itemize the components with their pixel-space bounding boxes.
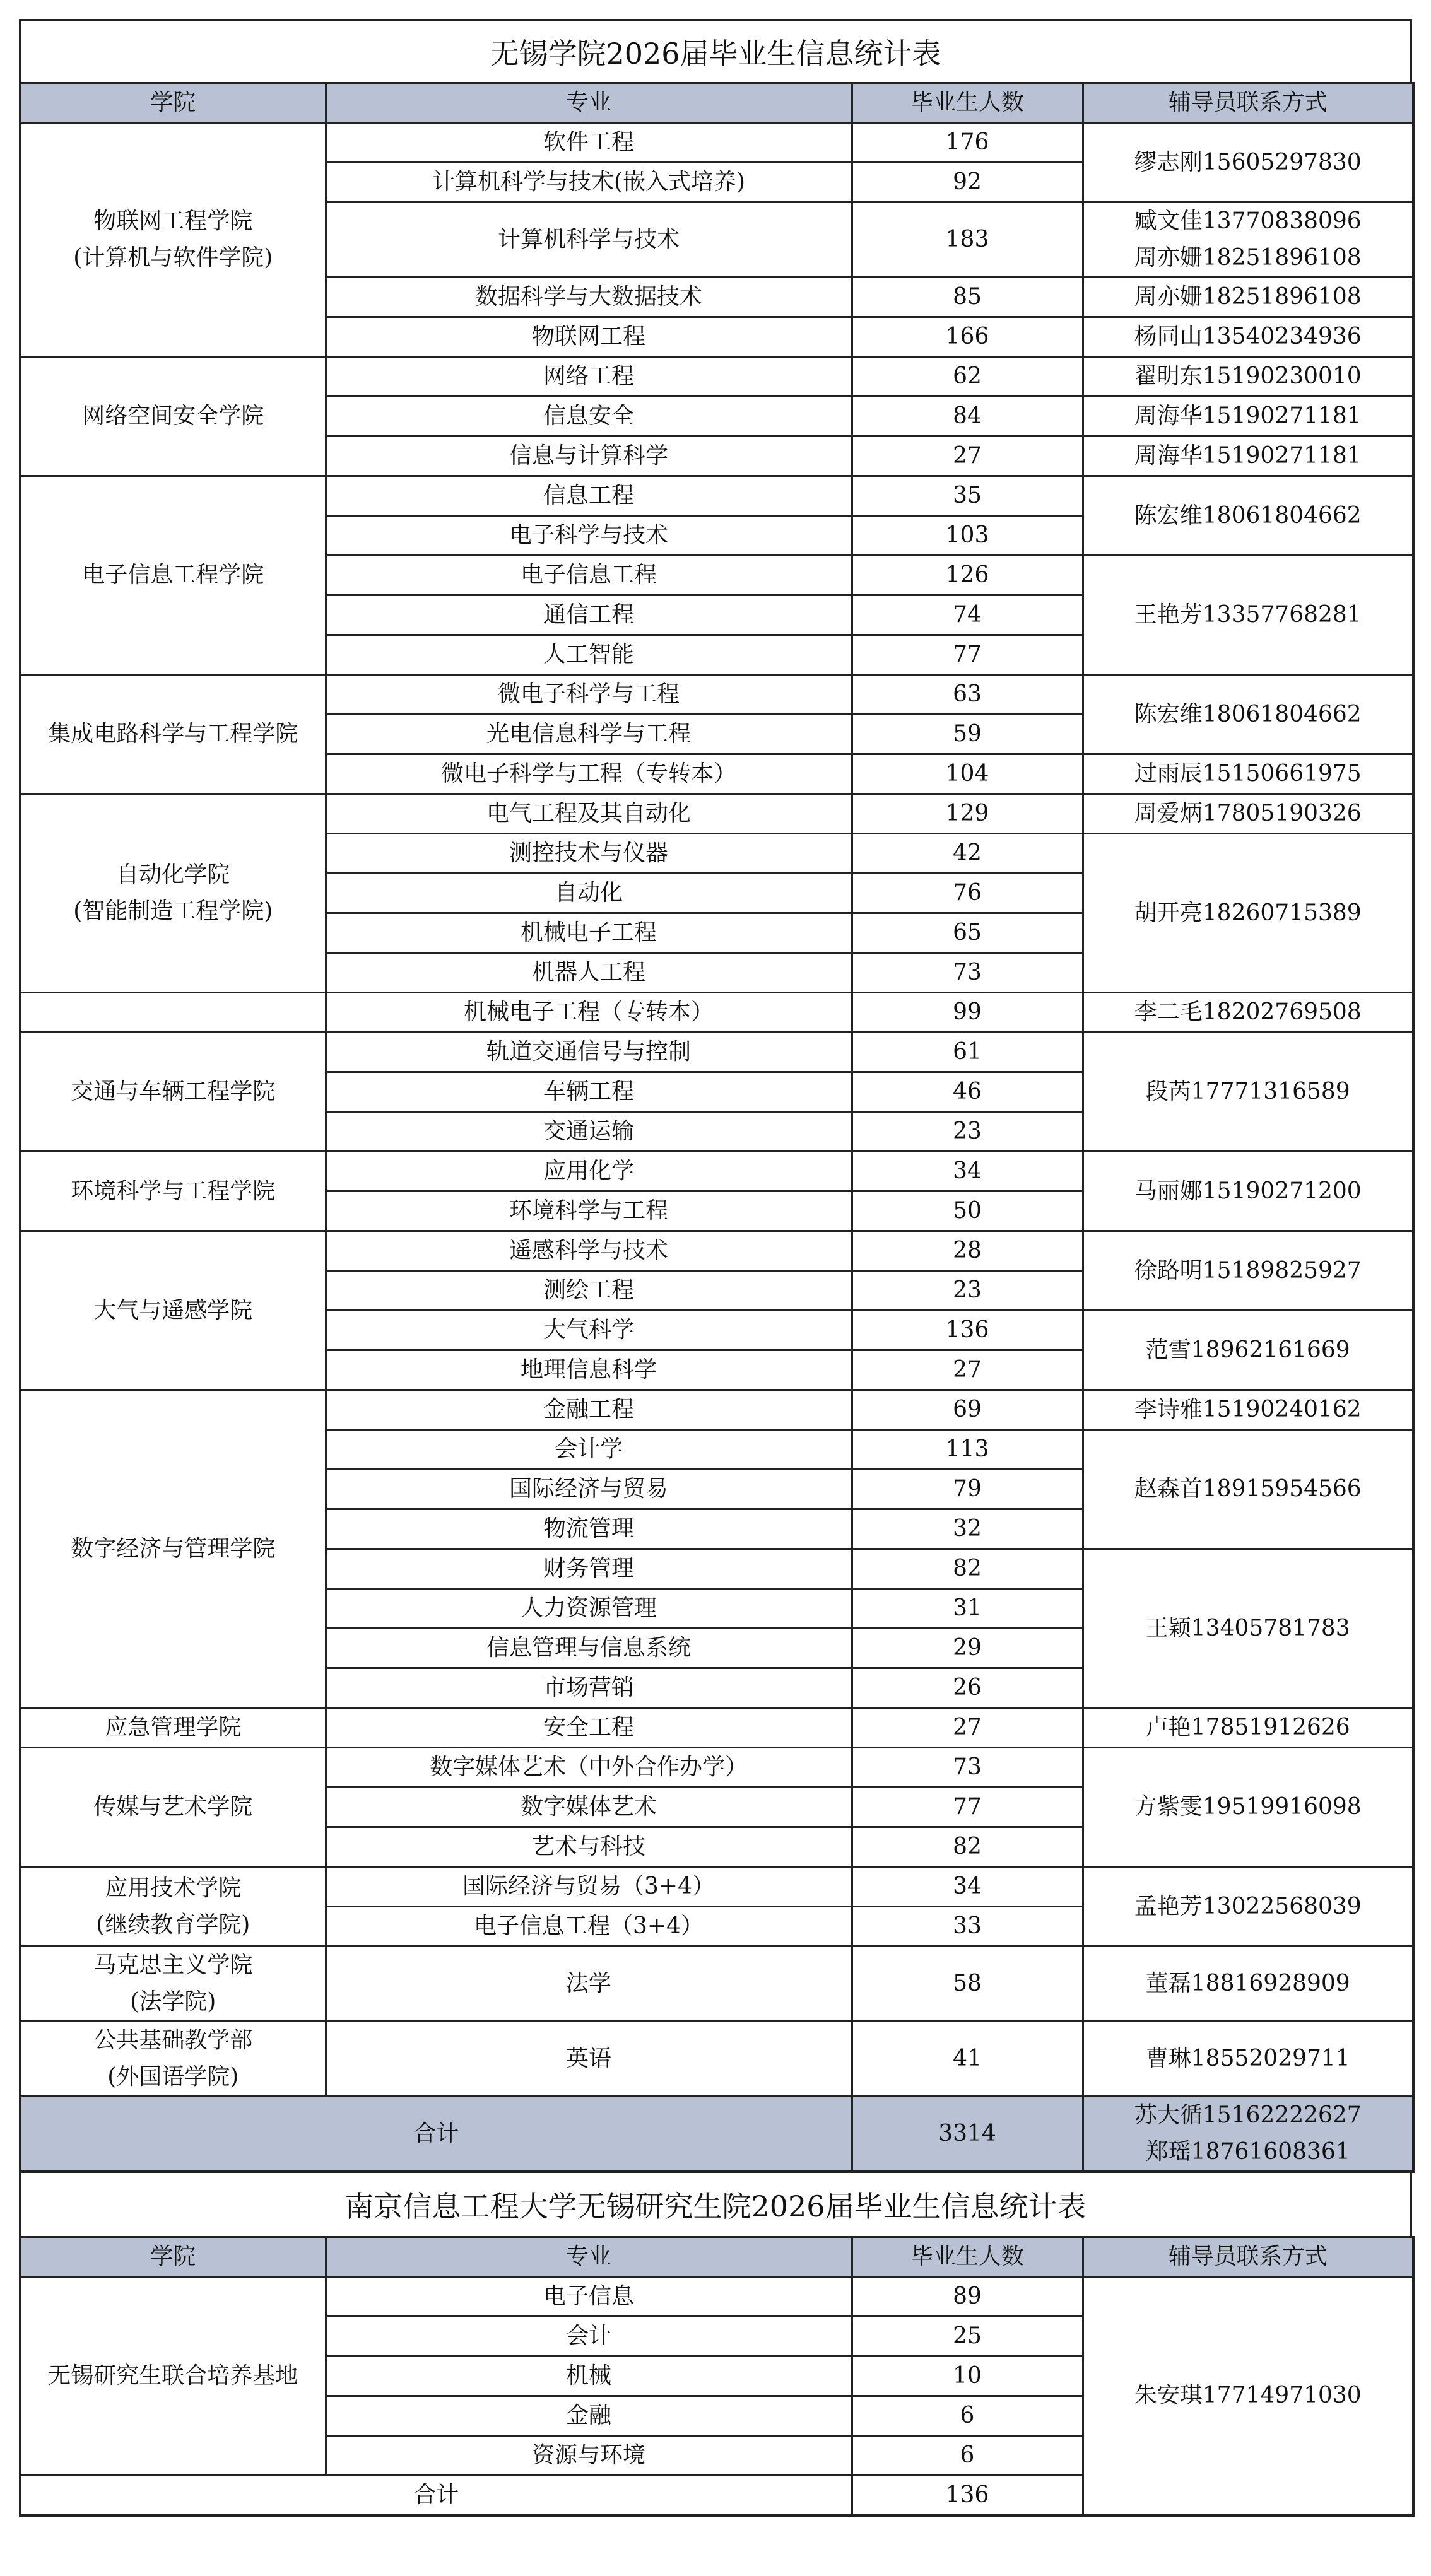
major-cell: 信息与计算科学 <box>326 436 852 476</box>
count-cell: 176 <box>852 123 1083 163</box>
major-cell: 财务管理 <box>326 1549 852 1589</box>
major-cell: 金融工程 <box>326 1390 852 1430</box>
counselor-contact-cell <box>1083 357 1413 397</box>
major-cell: 环境科学与工程 <box>326 1191 852 1231</box>
counselor-contact-line: 周亦姗18251896108 <box>1134 284 1362 310</box>
count-cell: 166 <box>852 317 1083 357</box>
total-count: 136 <box>852 2476 1083 2515</box>
table-row <box>20 675 1413 715</box>
counselor-contact-cell <box>1083 993 1413 1033</box>
counselor-contact-cell <box>1083 2022 1413 2097</box>
total-label: 合计 <box>20 2476 852 2515</box>
major-cell: 数字媒体艺术（中外合作办学） <box>326 1748 852 1788</box>
major-cell: 国际经济与贸易 <box>326 1470 852 1509</box>
major-cell: 机械 <box>326 2356 852 2396</box>
counselor-contact-cell <box>1083 675 1413 754</box>
counselor-contact-line: 方紫雯19519916098 <box>1134 1794 1362 1820</box>
major-cell: 物流管理 <box>326 1509 852 1549</box>
college-cell <box>20 357 326 476</box>
major-cell: 国际经济与贸易（3+4） <box>326 1867 852 1907</box>
count-cell: 73 <box>852 1748 1083 1788</box>
table-row <box>20 1231 1413 1271</box>
counselor-contact-line: 孟艳芳13022568039 <box>1134 1893 1362 1919</box>
counselor-contact-cell <box>1083 476 1413 556</box>
count-cell: 28 <box>852 1231 1083 1271</box>
counselor-contact-cell <box>1083 436 1413 476</box>
count-cell: 104 <box>852 754 1083 794</box>
major-cell: 轨道交通信号与控制 <box>326 1033 852 1072</box>
counselor-contact-cell <box>1083 754 1413 794</box>
major-cell: 测绘工程 <box>326 1271 852 1311</box>
table-row <box>20 2277 1413 2317</box>
major-cell: 机械电子工程（专转本） <box>326 993 852 1033</box>
counselor-contact-line: 曹琳18552029711 <box>1145 2046 1350 2071</box>
count-cell: 27 <box>852 1350 1083 1390</box>
table-row <box>20 1152 1413 1191</box>
count-cell: 42 <box>852 834 1083 874</box>
counselor-contact-line: 李诗雅15190240162 <box>1134 1396 1362 1422</box>
count-cell: 73 <box>852 953 1083 993</box>
count-cell: 63 <box>852 675 1083 715</box>
counselor-contact-line: 周爱炳17805190326 <box>1134 800 1362 826</box>
counselor-contact-cell <box>1083 1311 1413 1390</box>
counselor-contact-cell <box>1083 317 1413 357</box>
college-cell <box>20 1231 326 1390</box>
count-cell: 27 <box>852 436 1083 476</box>
table-row <box>20 123 1413 163</box>
counselor-contact-cell <box>1083 794 1413 834</box>
count-cell: 99 <box>852 993 1083 1033</box>
major-cell: 英语 <box>326 2022 852 2097</box>
table-row <box>20 794 1413 834</box>
count-cell: 35 <box>852 476 1083 516</box>
college-cell <box>20 2022 326 2097</box>
major-cell: 计算机科学与技术(嵌入式培养) <box>326 163 852 202</box>
counselor-contact-line: 范雪18962161669 <box>1145 1337 1350 1363</box>
counselor-contact-cell <box>1083 1748 1413 1867</box>
college-name-line: 交通与车辆工程学院 <box>71 1079 276 1104</box>
college-name-line: (计算机与软件学院) <box>73 245 273 271</box>
major-cell: 大气科学 <box>326 1311 852 1350</box>
counselor-contact-cell <box>1083 1430 1413 1549</box>
table-row <box>20 476 1413 516</box>
table-row <box>20 1390 1413 1430</box>
count-cell: 31 <box>852 1589 1083 1629</box>
counselor-contact-line: 苏大循15162222627 <box>1134 2102 1362 2128</box>
count-cell: 6 <box>852 2436 1083 2476</box>
count-cell: 136 <box>852 1311 1083 1350</box>
count-cell: 82 <box>852 1827 1083 1867</box>
major-cell: 电子信息工程 <box>326 556 852 595</box>
counselor-contact-line: 赵森首18915954566 <box>1134 1476 1362 1502</box>
major-cell: 会计学 <box>326 1430 852 1470</box>
major-cell: 遥感科学与技术 <box>326 1231 852 1271</box>
major-cell: 法学 <box>326 1947 852 2022</box>
count-cell: 6 <box>852 2396 1083 2436</box>
college-cell <box>20 675 326 794</box>
count-cell: 23 <box>852 1112 1083 1152</box>
college-name-line: (智能制造工程学院) <box>73 898 273 924</box>
counselor-contact-line: 陈宏维18061804662 <box>1134 701 1362 727</box>
count-cell: 113 <box>852 1430 1083 1470</box>
graduate-school-table <box>19 2236 1415 2517</box>
major-cell: 人工智能 <box>326 635 852 675</box>
count-cell: 74 <box>852 595 1083 635</box>
college-name-line: (法学院) <box>130 1989 216 2015</box>
college-cell <box>20 1390 326 1708</box>
count-cell: 84 <box>852 397 1083 436</box>
count-cell: 59 <box>852 715 1083 754</box>
major-cell: 会计 <box>326 2317 852 2356</box>
table-row <box>20 1748 1413 1788</box>
counselor-contact-line: 翟明东15190230010 <box>1134 363 1362 389</box>
major-cell: 金融 <box>326 2396 852 2436</box>
college-name-line: 物联网工程学院 <box>93 208 253 234</box>
counselor-contact-line: 卢艳17851912626 <box>1145 1714 1350 1740</box>
college-name-line: 应用技术学院 <box>105 1875 242 1901</box>
table-row <box>20 1867 1413 1907</box>
major-cell: 微电子科学与工程 <box>326 675 852 715</box>
college-cell <box>20 1152 326 1231</box>
counselor-contact-cell <box>1083 1549 1413 1708</box>
major-cell: 计算机科学与技术 <box>326 202 852 278</box>
college-name-line: 大气与遥感学院 <box>93 1297 253 1323</box>
major-cell: 数据科学与大数据技术 <box>326 278 852 317</box>
counselor-contact-line: 段芮17771316589 <box>1145 1079 1350 1104</box>
count-cell: 58 <box>852 1947 1083 2022</box>
count-cell: 129 <box>852 794 1083 834</box>
graduate-table <box>19 82 1415 2173</box>
major-cell: 人力资源管理 <box>326 1589 852 1629</box>
college-cell <box>20 123 326 357</box>
counselor-contact-cell <box>1083 123 1413 202</box>
major-cell: 微电子科学与工程（专转本） <box>326 754 852 794</box>
major-cell: 电子信息工程（3+4） <box>326 1907 852 1947</box>
count-cell: 50 <box>852 1191 1083 1231</box>
count-cell: 29 <box>852 1629 1083 1668</box>
counselor-contact-line: 王艳芳13357768281 <box>1134 602 1362 628</box>
table-row <box>20 1947 1413 2022</box>
major-cell: 信息工程 <box>326 476 852 516</box>
major-cell: 信息安全 <box>326 397 852 436</box>
college-cell <box>20 1708 326 1748</box>
count-cell: 41 <box>852 2022 1083 2097</box>
column-header: 辅导员联系方式 <box>1083 2237 1413 2277</box>
college-name-line: 数字经济与管理学院 <box>71 1535 276 1562</box>
column-header: 毕业生人数 <box>852 2237 1083 2277</box>
column-header: 专业 <box>326 83 852 123</box>
counselor-contact-cell: 朱安琪17714971030 <box>1083 2277 1413 2515</box>
major-cell: 交通运输 <box>326 1112 852 1152</box>
column-header: 毕业生人数 <box>852 83 1083 123</box>
counselor-contact-cell <box>1083 1947 1413 2022</box>
count-cell: 34 <box>852 1867 1083 1907</box>
major-cell: 艺术与科技 <box>326 1827 852 1867</box>
count-cell: 32 <box>852 1509 1083 1549</box>
counselor-contact-cell <box>1083 1231 1413 1311</box>
major-cell: 机械电子工程 <box>326 913 852 953</box>
counselor-contact-line: 王颖13405781783 <box>1145 1615 1350 1641</box>
counselor-contact-line: 胡开亮18260715389 <box>1134 899 1362 926</box>
major-cell: 网络工程 <box>326 357 852 397</box>
counselor-contact-line: 周海华15190271181 <box>1134 443 1362 469</box>
counselor-contact-line: 臧文佳13770838096 <box>1134 208 1362 234</box>
major-cell: 电子科学与技术 <box>326 516 852 556</box>
major-cell: 物联网工程 <box>326 317 852 357</box>
major-cell: 软件工程 <box>326 123 852 163</box>
major-cell: 电子信息 <box>326 2277 852 2317</box>
counselor-contact-cell <box>1083 1390 1413 1430</box>
count-cell: 89 <box>852 2277 1083 2317</box>
table2-header-row <box>20 2237 1413 2277</box>
table-row <box>20 993 1413 1033</box>
college-name-line: (外国语学院) <box>107 2064 239 2090</box>
count-cell: 92 <box>852 163 1083 202</box>
counselor-contact-cell <box>1083 1867 1413 1947</box>
major-cell: 测控技术与仪器 <box>326 834 852 874</box>
counselor-contact-line: 董磊18816928909 <box>1145 1970 1350 1996</box>
counselor-contact-cell <box>1083 556 1413 675</box>
count-cell: 85 <box>852 278 1083 317</box>
college-name-line: 环境科学与工程学院 <box>71 1178 276 1204</box>
college-name-line: 马克思主义学院 <box>93 1952 253 1978</box>
college-cell <box>20 1867 326 1947</box>
major-cell: 数字媒体艺术 <box>326 1788 852 1827</box>
count-cell: 61 <box>852 1033 1083 1072</box>
count-cell: 79 <box>852 1470 1083 1509</box>
college-name-line: 公共基础教学部 <box>93 2027 253 2053</box>
statistics-sheet <box>19 19 1412 2517</box>
column-header: 学院 <box>20 2237 326 2277</box>
counselor-contact-cell <box>1083 202 1413 278</box>
count-cell: 65 <box>852 913 1083 953</box>
count-cell: 77 <box>852 635 1083 675</box>
major-cell: 市场营销 <box>326 1668 852 1708</box>
count-cell: 69 <box>852 1390 1083 1430</box>
table2-title: 南京信息工程大学无锡研究生院2026届毕业生信息统计表 <box>19 2173 1412 2236</box>
counselor-contact-line: 过雨辰15150661975 <box>1134 761 1362 787</box>
table-row <box>20 1033 1413 1072</box>
college-name-line: 应急管理学院 <box>105 1714 242 1740</box>
table-row <box>20 1708 1413 1748</box>
counselor-contact-line: 郑瑶18761608361 <box>1145 2139 1350 2165</box>
college-cell <box>20 993 326 1033</box>
table1-header-row <box>20 83 1413 123</box>
count-cell: 33 <box>852 1907 1083 1947</box>
count-cell: 34 <box>852 1152 1083 1191</box>
column-header: 辅导员联系方式 <box>1083 83 1413 123</box>
counselor-contact-line: 马丽娜15190271200 <box>1134 1178 1362 1204</box>
count-cell: 82 <box>852 1549 1083 1589</box>
count-cell: 126 <box>852 556 1083 595</box>
counselor-contact-cell <box>1083 1033 1413 1152</box>
major-cell: 安全工程 <box>326 1708 852 1748</box>
counselor-contact-line: 陈宏维18061804662 <box>1134 502 1362 529</box>
major-cell: 自动化 <box>326 874 852 913</box>
counselor-contact-line: 周亦姗18251896108 <box>1134 245 1362 271</box>
count-cell: 23 <box>852 1271 1083 1311</box>
count-cell: 76 <box>852 874 1083 913</box>
count-cell: 183 <box>852 202 1083 278</box>
college-cell <box>20 476 326 675</box>
major-cell: 资源与环境 <box>326 2436 852 2476</box>
counselor-contact-line: 李二毛18202769508 <box>1134 999 1362 1025</box>
college-name-line: 网络空间安全学院 <box>82 403 264 429</box>
count-cell: 25 <box>852 2317 1083 2356</box>
total-count: 3314 <box>852 2097 1083 2172</box>
table-row <box>20 2022 1413 2097</box>
count-cell: 27 <box>852 1708 1083 1748</box>
college-cell <box>20 1033 326 1152</box>
major-cell: 通信工程 <box>326 595 852 635</box>
major-cell: 车辆工程 <box>326 1072 852 1112</box>
major-cell: 机器人工程 <box>326 953 852 993</box>
counselor-contact-cell <box>1083 1708 1413 1748</box>
major-cell: 地理信息科学 <box>326 1350 852 1390</box>
count-cell: 62 <box>852 357 1083 397</box>
column-header: 专业 <box>326 2237 852 2277</box>
counselor-contact-line: 周海华15190271181 <box>1134 403 1362 429</box>
college-name-line: 电子信息工程学院 <box>82 562 264 588</box>
counselor-contact-line: 缪志刚15605297830 <box>1134 149 1362 175</box>
counselor-contact-cell <box>1083 834 1413 993</box>
column-header: 学院 <box>20 83 326 123</box>
major-cell: 电气工程及其自动化 <box>326 794 852 834</box>
counselor-contact-cell <box>1083 1152 1413 1231</box>
table-row <box>20 357 1413 397</box>
college-name-line: 自动化学院 <box>116 862 230 887</box>
counselor-contact-line: 徐路明15189825927 <box>1134 1257 1362 1284</box>
counselor-contact-cell <box>1083 397 1413 436</box>
college-cell: 无锡研究生联合培养基地 <box>20 2277 326 2476</box>
major-cell: 应用化学 <box>326 1152 852 1191</box>
count-cell: 46 <box>852 1072 1083 1112</box>
college-cell <box>20 1947 326 2022</box>
count-cell: 10 <box>852 2356 1083 2396</box>
count-cell: 26 <box>852 1668 1083 1708</box>
counselor-contact-cell <box>1083 278 1413 317</box>
total-row <box>20 2097 1413 2172</box>
college-cell <box>20 1748 326 1867</box>
major-cell: 光电信息科学与工程 <box>326 715 852 754</box>
college-cell <box>20 794 326 993</box>
count-cell: 103 <box>852 516 1083 556</box>
total-contacts <box>1083 2097 1413 2172</box>
total-label: 合计 <box>20 2097 852 2172</box>
count-cell: 77 <box>852 1788 1083 1827</box>
table1-title: 无锡学院2026届毕业生信息统计表 <box>19 19 1412 82</box>
college-name-line: 集成电路科学与工程学院 <box>48 721 298 747</box>
counselor-contact-line: 杨同山13540234936 <box>1134 324 1362 349</box>
college-name-line: (继续教育学院) <box>96 1911 250 1938</box>
major-cell: 信息管理与信息系统 <box>326 1629 852 1668</box>
college-name-line: 传媒与艺术学院 <box>93 1794 253 1820</box>
